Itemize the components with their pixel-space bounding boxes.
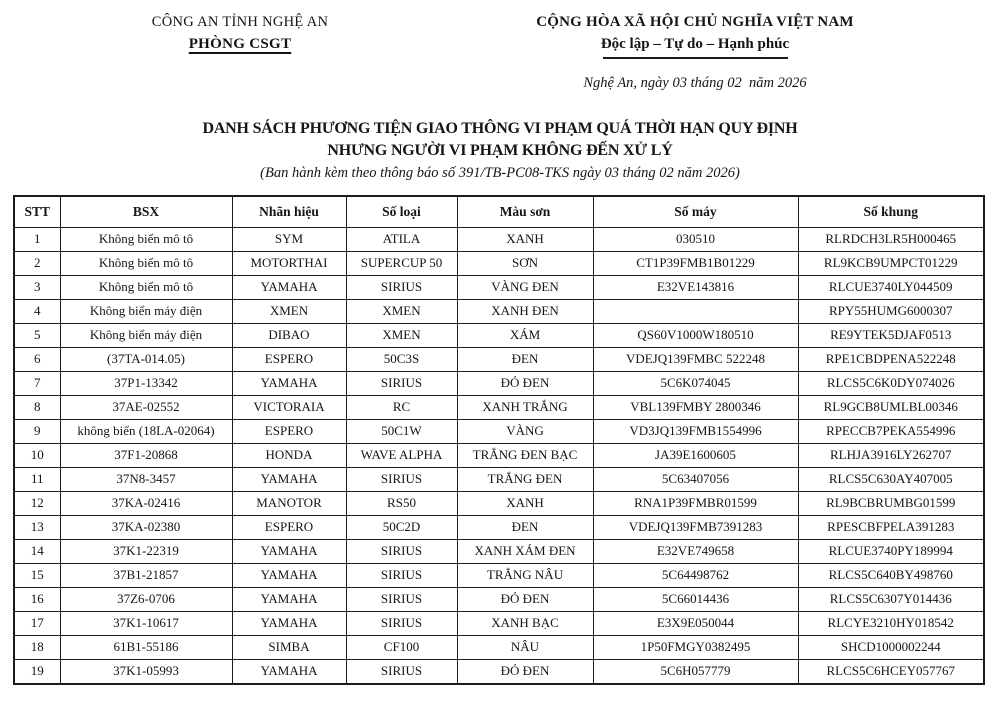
table-cell: RLCS5C6HCEY057767 — [798, 659, 984, 684]
column-header: Nhãn hiệu — [232, 196, 346, 228]
table-cell: 17 — [14, 611, 60, 635]
table-cell: RLCS5C6K0DY074026 — [798, 371, 984, 395]
table-row — [14, 347, 984, 371]
table-row — [14, 299, 984, 323]
table-cell: 19 — [14, 659, 60, 684]
table-row — [14, 323, 984, 347]
table-row — [14, 563, 984, 587]
table-cell: RLHJA3916LY262707 — [798, 443, 984, 467]
table-cell: RNA1P39FMBR01599 — [593, 491, 798, 515]
table-cell: 50C1W — [346, 419, 457, 443]
table-cell: HONDA — [232, 443, 346, 467]
table-cell: 3 — [14, 275, 60, 299]
table-cell: 37P1-13342 — [60, 371, 232, 395]
table-cell: 12 — [14, 491, 60, 515]
table-cell — [593, 299, 798, 323]
table-cell: ĐEN — [457, 347, 593, 371]
table-cell: 8 — [14, 395, 60, 419]
table-cell: VICTORAIA — [232, 395, 346, 419]
table-cell: RL9KCB9UMPCT01229 — [798, 251, 984, 275]
table-cell: E3X9E050044 — [593, 611, 798, 635]
table-cell: XMEN — [232, 299, 346, 323]
table-cell: QS60V1000W180510 — [593, 323, 798, 347]
table-cell: ESPERO — [232, 515, 346, 539]
table-cell: 5 — [14, 323, 60, 347]
table-cell: TRẮNG ĐEN — [457, 467, 593, 491]
table-cell: 11 — [14, 467, 60, 491]
table-cell: RPE1CBDPENA522248 — [798, 347, 984, 371]
table-cell: YAMAHA — [232, 539, 346, 563]
table-cell: YAMAHA — [232, 563, 346, 587]
table-row — [14, 395, 984, 419]
table-cell: MOTORTHAI — [232, 251, 346, 275]
table-row — [14, 371, 984, 395]
table-cell: YAMAHA — [232, 275, 346, 299]
vehicle-violation-table — [13, 195, 985, 685]
table-row — [14, 251, 984, 275]
table-cell: YAMAHA — [232, 467, 346, 491]
table-cell: 15 — [14, 563, 60, 587]
table-cell: CT1P39FMB1B01229 — [593, 251, 798, 275]
org-unit-name: PHÒNG CSGT — [188, 36, 292, 52]
table-cell: 5C6K074045 — [593, 371, 798, 395]
table-cell: 37N8-3457 — [60, 467, 232, 491]
table-cell: SYM — [232, 227, 346, 251]
table-cell: 14 — [14, 539, 60, 563]
table-cell: ĐỎ ĐEN — [457, 659, 593, 684]
table-cell: SIRIUS — [346, 659, 457, 684]
table-cell: ATILA — [346, 227, 457, 251]
table-cell: YAMAHA — [232, 659, 346, 684]
national-motto: Độc lập – Tự do – Hạnh phúc — [600, 36, 790, 52]
table-cell: SIRIUS — [346, 587, 457, 611]
table-cell: 37K1-22319 — [60, 539, 232, 563]
document-subtitle: (Ban hành kèm theo thông báo số 391/TB-PC08-TKS ngày 03 tháng 02 năm 2026) — [260, 164, 740, 181]
table-cell: RLCYE3210HY018542 — [798, 611, 984, 635]
table-cell: YAMAHA — [232, 587, 346, 611]
table-cell: WAVE ALPHA — [346, 443, 457, 467]
table-cell: 37AE-02552 — [60, 395, 232, 419]
table-cell: XANH TRẮNG — [457, 395, 593, 419]
table-cell: 7 — [14, 371, 60, 395]
table-cell: SIRIUS — [346, 611, 457, 635]
table-cell: XMEN — [346, 323, 457, 347]
table-cell: VÀNG — [457, 419, 593, 443]
table-row — [14, 491, 984, 515]
table-cell: RS50 — [346, 491, 457, 515]
table-cell: TRẮNG ĐEN BẠC — [457, 443, 593, 467]
table-cell: ESPERO — [232, 419, 346, 443]
table-cell: RC — [346, 395, 457, 419]
table-cell: 5C64498762 — [593, 563, 798, 587]
column-header: Màu sơn — [457, 196, 593, 228]
document-title-line-2: NHƯNG NGƯỜI VI PHẠM KHÔNG ĐẾN XỬ LÝ — [327, 141, 673, 159]
table-cell: YAMAHA — [232, 611, 346, 635]
table-cell: SIRIUS — [346, 539, 457, 563]
table-cell: SIRIUS — [346, 467, 457, 491]
table-cell: XÁM — [457, 323, 593, 347]
table-cell: VDEJQ139FMB7391283 — [593, 515, 798, 539]
table-cell: 1P50FMGY0382495 — [593, 635, 798, 659]
table-cell: SUPERCUP 50 — [346, 251, 457, 275]
table-cell: RE9YTEK5DJAF0513 — [798, 323, 984, 347]
table-cell: ESPERO — [232, 347, 346, 371]
table-row — [14, 611, 984, 635]
table-row — [14, 515, 984, 539]
table-cell: 50C3S — [346, 347, 457, 371]
table-cell: 030510 — [593, 227, 798, 251]
table-cell: 6 — [14, 347, 60, 371]
table-cell: 37KA-02380 — [60, 515, 232, 539]
table-cell: TRẮNG NÂU — [457, 563, 593, 587]
table-row — [14, 443, 984, 467]
table-cell: không biển (18LA-02064) — [60, 419, 232, 443]
table-cell: MANOTOR — [232, 491, 346, 515]
place-date-line: Nghệ An, ngày 03 tháng 02 năm 2026 — [583, 74, 807, 91]
table-cell: 37F1-20868 — [60, 443, 232, 467]
table-cell: Không biển mô tô — [60, 251, 232, 275]
table-cell: XANH BẠC — [457, 611, 593, 635]
table-cell: RLRDCH3LR5H000465 — [798, 227, 984, 251]
table-cell: 5C6H057779 — [593, 659, 798, 684]
table-header-row — [14, 196, 984, 228]
national-title: CỘNG HÒA XÃ HỘI CHỦ NGHĨA VIỆT NAM — [536, 14, 854, 30]
table-cell: XANH — [457, 227, 593, 251]
table-cell: ĐỎ ĐEN — [457, 371, 593, 395]
table-row — [14, 539, 984, 563]
table-row — [14, 587, 984, 611]
table-cell: VÀNG ĐEN — [457, 275, 593, 299]
column-header: Số máy — [593, 196, 798, 228]
table-cell: XMEN — [346, 299, 457, 323]
table-cell: RLCS5C6307Y014436 — [798, 587, 984, 611]
table-cell: VBL139FMBY 2800346 — [593, 395, 798, 419]
table-cell: 37K1-05993 — [60, 659, 232, 684]
table-cell: NÂU — [457, 635, 593, 659]
table-cell: 1 — [14, 227, 60, 251]
table-cell: 37Z6-0706 — [60, 587, 232, 611]
table-cell: SIMBA — [232, 635, 346, 659]
table-cell: RLCUE3740PY189994 — [798, 539, 984, 563]
column-header: BSX — [60, 196, 232, 228]
issuing-authority-block — [0, 14, 480, 92]
document-title-line-1: DANH SÁCH PHƯƠNG TIỆN GIAO THÔNG VI PHẠM QUÁ THỜI HẠN QUY ĐỊNH — [202, 119, 798, 137]
table-cell: RPESCBFPELA391283 — [798, 515, 984, 539]
table-cell: 5C63407056 — [593, 467, 798, 491]
table-cell: 37K1-10617 — [60, 611, 232, 635]
table-cell: 10 — [14, 443, 60, 467]
table-cell: 4 — [14, 299, 60, 323]
table-cell: XANH ĐEN — [457, 299, 593, 323]
table-cell: ĐỎ ĐEN — [457, 587, 593, 611]
table-cell: 18 — [14, 635, 60, 659]
table-row — [14, 275, 984, 299]
table-cell: 2 — [14, 251, 60, 275]
org-parent-name: CÔNG AN TỈNH NGHỆ AN — [151, 14, 329, 30]
table-cell: CF100 — [346, 635, 457, 659]
table-cell: DIBAO — [232, 323, 346, 347]
table-cell: RPECCB7PEKA554996 — [798, 419, 984, 443]
table-cell: RLCUE3740LY044509 — [798, 275, 984, 299]
table-cell: SƠN — [457, 251, 593, 275]
table-cell: 13 — [14, 515, 60, 539]
motto-underline — [603, 57, 788, 59]
table-cell: SIRIUS — [346, 563, 457, 587]
table-cell: 16 — [14, 587, 60, 611]
table-row — [14, 659, 984, 684]
table-cell: SHCD1000002244 — [798, 635, 984, 659]
table-cell: 37KA-02416 — [60, 491, 232, 515]
table-cell: 37B1-21857 — [60, 563, 232, 587]
table-cell: VD3JQ139FMB1554996 — [593, 419, 798, 443]
table-cell: RPY55HUMG6000307 — [798, 299, 984, 323]
national-header-block — [480, 14, 910, 92]
table-cell: RLCS5C640BY498760 — [798, 563, 984, 587]
column-header: Số loại — [346, 196, 457, 228]
table-cell: JA39E1600605 — [593, 443, 798, 467]
column-header: STT — [14, 196, 60, 228]
table-cell: SIRIUS — [346, 275, 457, 299]
table-cell: E32VE143816 — [593, 275, 798, 299]
table-cell: E32VE749658 — [593, 539, 798, 563]
table-cell: Không biển mô tô — [60, 227, 232, 251]
table-cell: XANH XÁM ĐEN — [457, 539, 593, 563]
table-cell: ĐEN — [457, 515, 593, 539]
table-cell: RL9GCB8UMLBL00346 — [798, 395, 984, 419]
table-cell: Không biển máy điện — [60, 323, 232, 347]
table-cell: SIRIUS — [346, 371, 457, 395]
table-cell: (37TA-014.05) — [60, 347, 232, 371]
table-cell: 61B1-55186 — [60, 635, 232, 659]
table-cell: YAMAHA — [232, 371, 346, 395]
table-row — [14, 635, 984, 659]
table-cell: Không biển máy điện — [60, 299, 232, 323]
table-cell: Không biển mô tô — [60, 275, 232, 299]
table-cell: 5C66014436 — [593, 587, 798, 611]
table-row — [14, 467, 984, 491]
table-body — [14, 227, 984, 684]
table-row — [14, 419, 984, 443]
document-header — [0, 0, 1000, 92]
document-title-block — [0, 118, 1000, 182]
table-cell: 50C2D — [346, 515, 457, 539]
table-cell: XANH — [457, 491, 593, 515]
table-cell: 9 — [14, 419, 60, 443]
table-cell: RLCS5C630AY407005 — [798, 467, 984, 491]
column-header: Số khung — [798, 196, 984, 228]
table-row — [14, 227, 984, 251]
table-cell: VDEJQ139FMBC 522248 — [593, 347, 798, 371]
table-cell: RL9BCBRUMBG01599 — [798, 491, 984, 515]
